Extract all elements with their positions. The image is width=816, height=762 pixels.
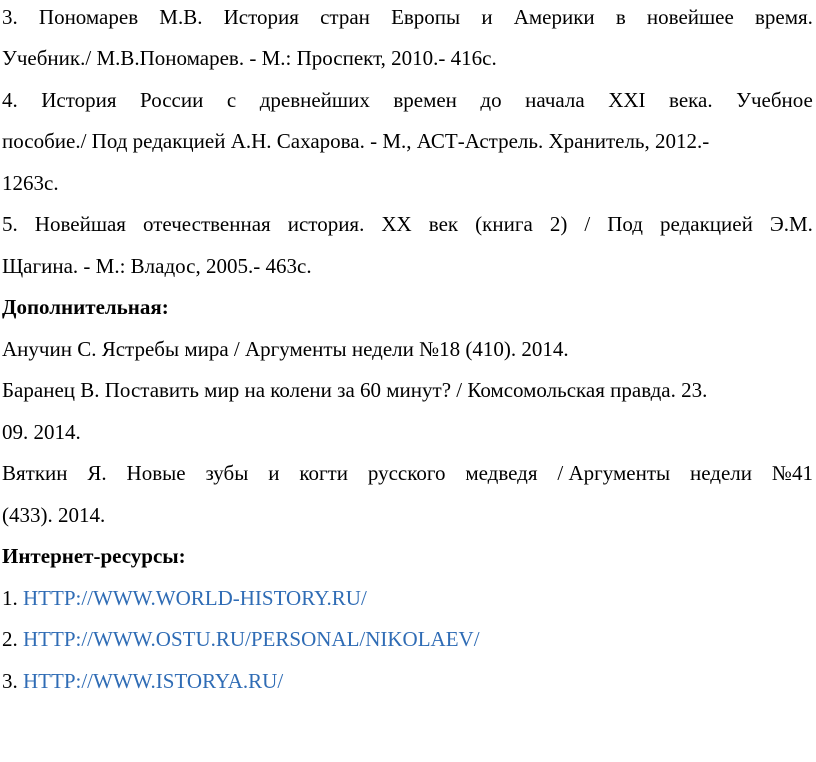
additional-entry-1: Анучин С. Ястребы мира / Аргументы недели №18 (410). 2014. (2, 337, 569, 361)
reference-4-line-1 (2, 90, 813, 114)
word: века. (669, 88, 713, 112)
word: и (481, 5, 493, 29)
additional-entry-2-line-2: 09. 2014. (2, 420, 81, 444)
internet-link-3[interactable]: HTTP://WWW.ISTORYA.RU/ (23, 669, 284, 693)
word: М.В. (159, 5, 203, 29)
word: в (615, 5, 626, 29)
word: история. (287, 212, 365, 236)
word: Под (607, 212, 643, 236)
word: медведя (465, 461, 538, 485)
reference-5-line-2: Щагина. - М.: Владос, 2005.- 463с. (2, 254, 312, 278)
reference-3-line-2: Учебник./ М.В.Пономарев. - М.: Проспект, 2010.- 416с. (2, 46, 497, 70)
link-number: 3. (2, 669, 18, 693)
word: редакцией (660, 212, 753, 236)
link-number: 2. (2, 627, 18, 651)
word: до (480, 88, 502, 112)
word: (книга (475, 212, 533, 236)
word: Новейшая (34, 212, 126, 236)
word: 2) (549, 212, 568, 236)
word: Пономарев (38, 5, 139, 29)
word: 3. (2, 5, 18, 29)
word: и (268, 461, 280, 485)
word: Учебное (736, 88, 813, 112)
word: / Аргументы (557, 461, 671, 485)
word: стран (320, 5, 370, 29)
internet-link-2[interactable]: HTTP://WWW.OSTU.RU/PERSONAL/NIKOLAEV/ (23, 627, 480, 651)
additional-entry-2-line-1: Баранец В. Поставить мир на колени за 60 минут? / Комсомольская правда. 23. (2, 378, 708, 402)
word: Вяткин (2, 461, 68, 485)
internet-link-1[interactable]: HTTP://WWW.WORLD-HISTORY.RU/ (23, 586, 367, 610)
word: XXI (608, 88, 646, 112)
internet-link-item-3 (2, 671, 813, 695)
word: Э.М. (769, 212, 813, 236)
word: русского (367, 461, 446, 485)
word: История (41, 88, 117, 112)
link-number: 1. (2, 586, 18, 610)
word: отечественная (143, 212, 271, 236)
word: когти (299, 461, 348, 485)
additional-entry-3-line-2: (433). 2014. (2, 503, 106, 527)
word: XX (381, 212, 412, 236)
internet-heading: Интернет-ресурсы: (2, 544, 186, 568)
word: время. (754, 5, 813, 29)
word: России (140, 88, 204, 112)
word: зубы (205, 461, 249, 485)
word: 4. (2, 88, 18, 112)
word: недели (690, 461, 753, 485)
word: новейшее (646, 5, 734, 29)
word: История (223, 5, 299, 29)
additional-entry-3-line-1 (2, 463, 813, 487)
word: век (428, 212, 459, 236)
word: начала (525, 88, 585, 112)
additional-heading: Дополнительная: (2, 295, 169, 319)
internet-link-item-1 (2, 588, 813, 612)
word: Европы (391, 5, 461, 29)
word: Я. (87, 461, 107, 485)
reference-5-line-1 (2, 214, 813, 238)
internet-link-item-2 (2, 629, 813, 653)
reference-3-line-1 (2, 7, 813, 31)
word: 5. (2, 212, 18, 236)
word: древнейших (259, 88, 370, 112)
word: времен (393, 88, 457, 112)
word: Америки (513, 5, 595, 29)
word: №41 (771, 461, 813, 485)
reference-4-line-3: 1263с. (2, 171, 59, 195)
word: / (584, 212, 591, 236)
word: Новые (126, 461, 186, 485)
word: с (226, 88, 237, 112)
reference-4-line-2: пособие./ Под редакцией А.Н. Сахарова. - М., АСТ-Астрель. Хранитель, 2012.- (2, 129, 710, 153)
